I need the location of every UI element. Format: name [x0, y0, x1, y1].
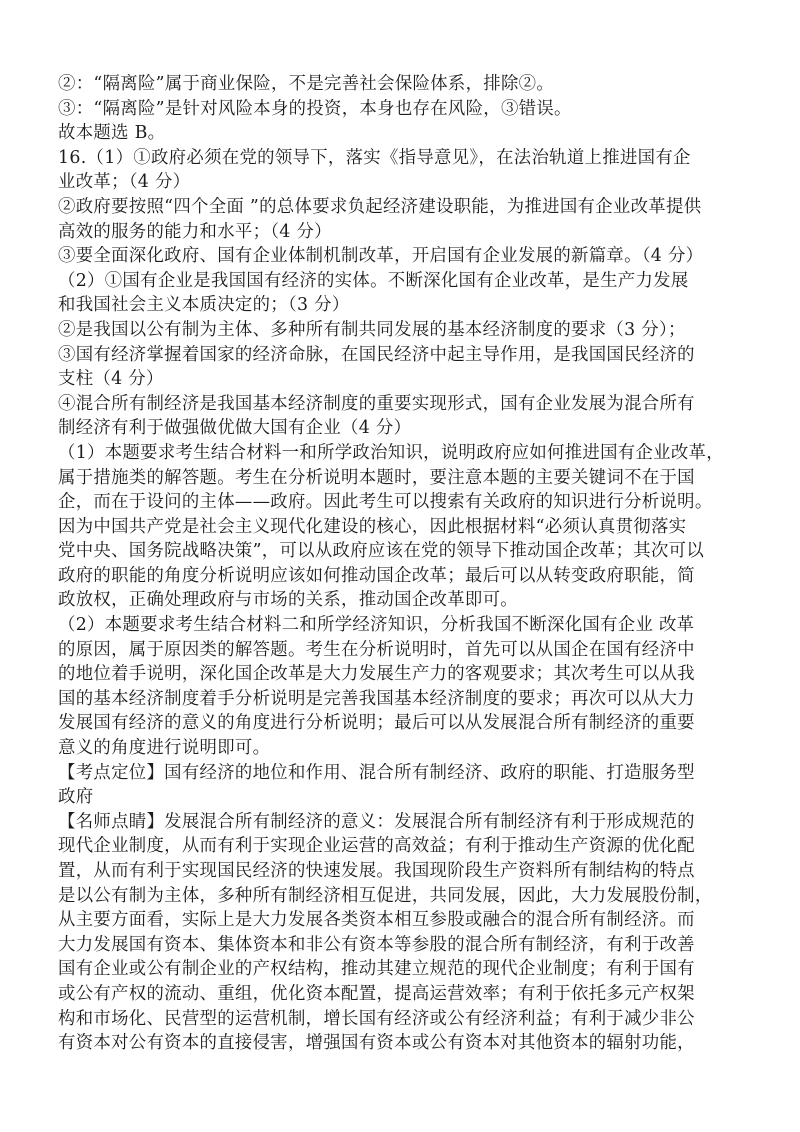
text-line: 现代企业制度，从而有利于实现企业运营的高效益；有利于推动生产资源的优化配 — [58, 836, 695, 857]
text-line: 政府 — [58, 787, 94, 808]
text-line: 国的基本经济制度着手分析说明是完善我国基本经济制度的要求；再次可以从大力 — [58, 688, 695, 709]
text-line: 因为中国共产党是社会主义现代化建设的核心，因此根据材料“必须认真贯彻落实 — [58, 516, 687, 537]
text-line: 党中央、国务院战略决策”，可以从政府应该在党的领导下推动国企改革；其次可以 — [58, 541, 705, 562]
text-line: 企，而在于设问的主体——政府。因此考生可以搜索有关政府的知识进行分析说明。 — [58, 492, 713, 513]
text-line: ②：“隔离险”属于商业保险，不是完善社会保险体系，排除②。 — [58, 74, 555, 94]
key-point-heading: 【考点定位】国有经济的地位和作用、混合所有制经济、政府的职能、打造服务型 — [58, 762, 695, 783]
text-line: 大力发展国有资本、集体资本和非公有资本等参股的混合所有制经济，有利于改善 — [58, 934, 695, 955]
question-16-heading: 16.（1）①政府必须在党的领导下，落实《指导意见》，在法治轨道上推进国有企 — [58, 147, 691, 168]
text-line: 支柱（4 分） — [58, 369, 164, 390]
text-line: 从主要方面看，实际上是大力发展各类资本相互参股或融合的混合所有制经济。而 — [58, 910, 695, 931]
text-line: 业改革；（4 分） — [58, 172, 191, 193]
text-line: 高效的服务的能力和水平；（4 分） — [58, 221, 332, 242]
text-line: （2）①国有企业是我国国有经济的实体。不断深化国有企业改革，是生产力发展 — [58, 270, 689, 291]
text-line: 置，从而有利于实现国民经济的快速发展。我国现阶段生产资料所有制结构的特点 — [58, 861, 695, 881]
text-line: ③要全面深化政府、国有企业体制机制改革，开启国有企业发展的新篇章。（4 分） — [58, 246, 704, 267]
text-line: ②是我国以公有制为主体、多种所有制共同发展的基本经济制度的要求（3 分）； — [58, 319, 686, 340]
text-line: 有资本对公有资本的直接侵害，增强国有资本或公有资本对其他资本的辐射功能， — [58, 1033, 695, 1054]
teacher-note-heading: 【名师点睛】发展混合所有制经济的意义：发展混合所有制经济有利于形成规范的 — [58, 811, 695, 832]
text-line: 发展国有经济的意义的角度进行分析说明；最后可以从发展混合所有制经济的重要 — [58, 713, 695, 734]
text-line: 的原因，属于原因类的解答题。考生在分析说明时，首先可以从国企在国有经济中 — [58, 639, 695, 660]
text-line: （1）本题要求考生结合材料一和所学政治知识，说明政府应如何推进国有企业改革， — [58, 442, 724, 463]
text-line: 是以公有制为主体，多种所有制经济相互促进，共同发展，因此，大力发展股份制， — [58, 885, 713, 906]
text-line: 构和市场化、民营型的运营机制，增长国有经济或公有经济利益；有利于减少非公 — [58, 1008, 695, 1029]
text-line: ②政府要按照“四个全面 ”的总体要求负起经济建设职能，为推进国有企业改革提供 — [58, 196, 702, 217]
text-line: 的地位着手说明，深化国企改革是大力发展生产力的客观要求；其次考生可以从我 — [58, 664, 695, 685]
text-line: 意义的角度进行说明即可。 — [58, 738, 271, 759]
text-line: 政放权，正确处理政府与市场的关系，推动国企改革即可。 — [58, 590, 518, 611]
text-line: 属于措施类的解答题。考生在分析说明本题时，要注意本题的主要关键词不在于国 — [58, 467, 695, 488]
text-line: 和我国社会主义本质决定的；（3 分） — [58, 295, 350, 316]
text-line: （2）本题要求考生结合材料二和所学经济知识，分析我国不断深化国有企业 改革 — [58, 615, 695, 636]
text-line: ④混合所有制经济是我国基本经济制度的重要实现形式，国有企业发展为混合所有 — [58, 393, 695, 414]
text-line: ③：“隔离险”是针对风险本身的投资，本身也存在风险，③错误。 — [58, 98, 572, 119]
text-line: 政府的职能的角度分析说明应该如何推动国企改革；最后可以从转变政府职能，简 — [58, 565, 695, 586]
document-page — [58, 72, 750, 1056]
text-line: 故本题选 B。 — [58, 123, 166, 144]
text-line: 国有企业或公有制企业的产权结构，推动其建立规范的现代企业制度；有利于国有 — [58, 959, 695, 980]
text-line: ③国有经济掌握着国家的经济命脉，在国民经济中起主导作用，是我国国民经济的 — [58, 344, 695, 365]
text-line: 制经济有利于做强做优做大国有企业（4 分） — [58, 418, 412, 439]
text-line: 或公有产权的流动、重组，优化资本配置，提高运营效率；有利于依托多元产权架 — [58, 983, 695, 1004]
